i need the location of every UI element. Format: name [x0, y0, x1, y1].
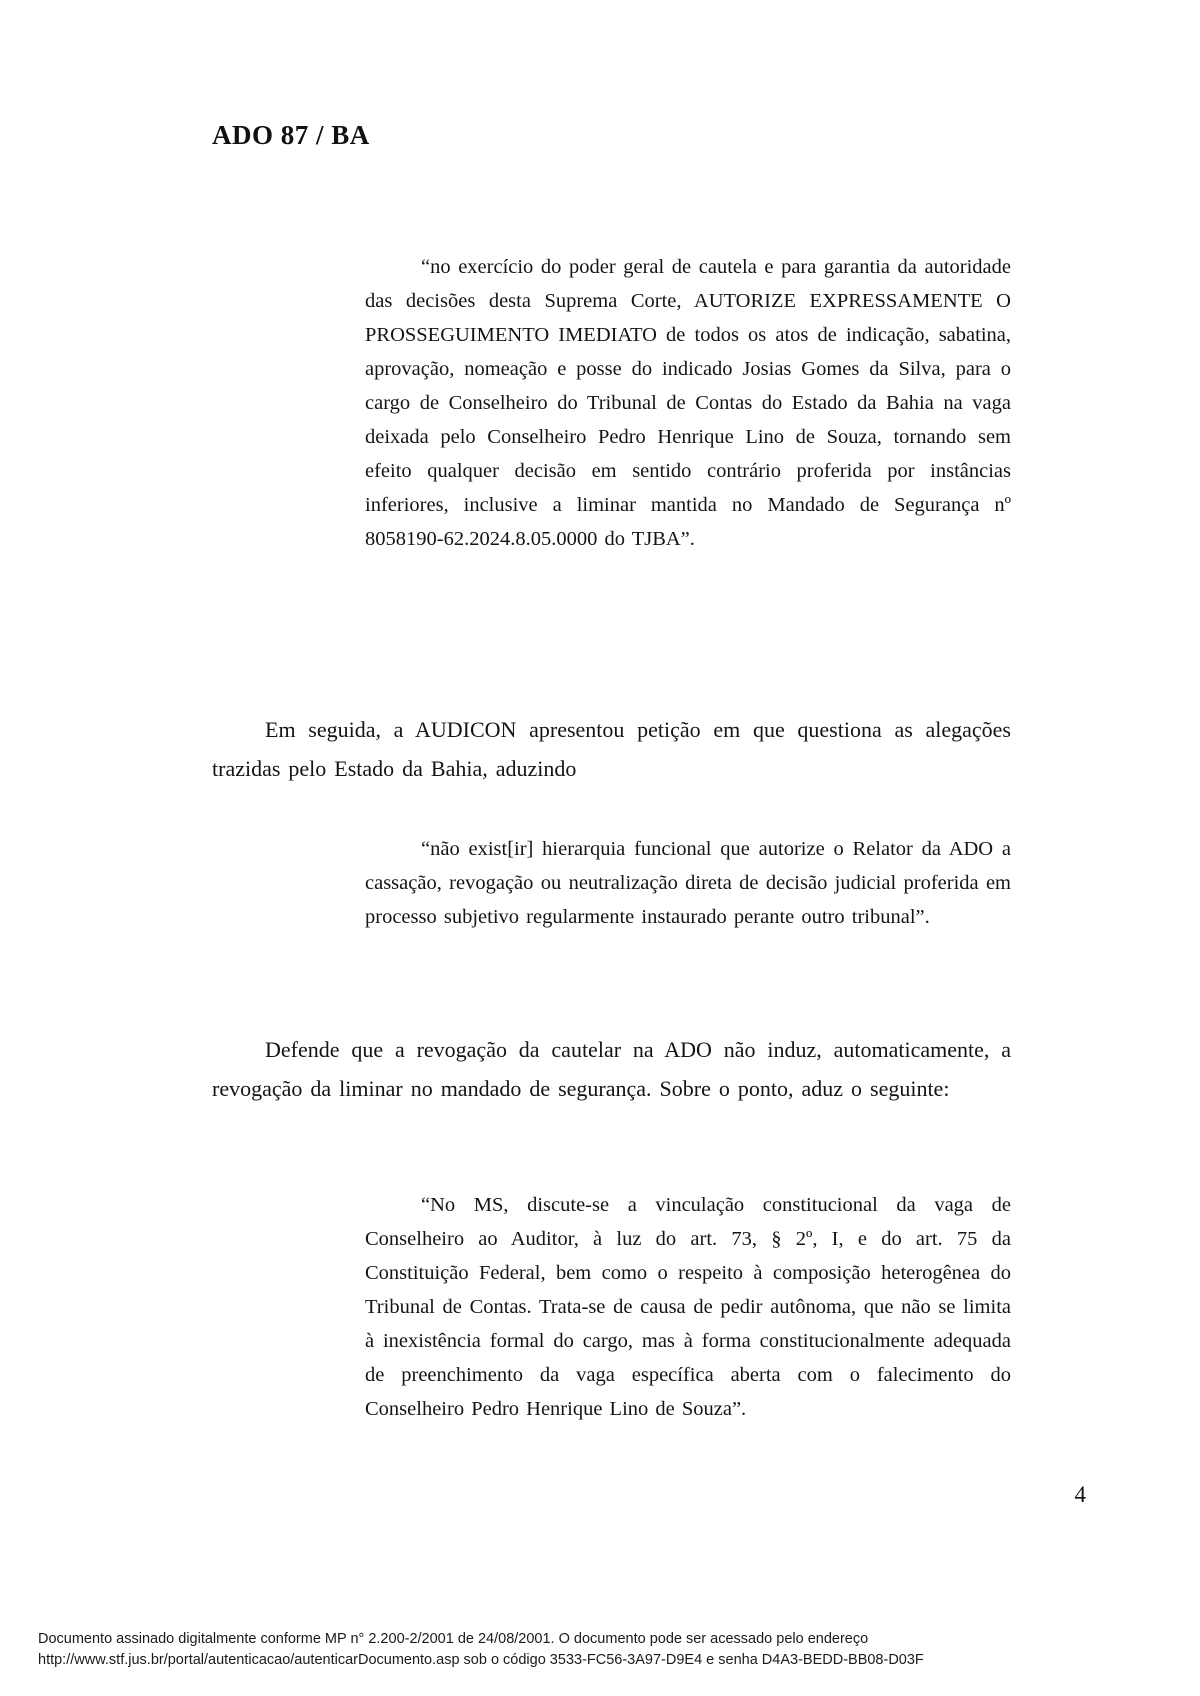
footer-authentication-url: http://www.stf.jus.br/portal/autenticacao/autenticarDocumento.asp sob o código 3533-FC56-3A97-D9E4 e senha D4A3-BEDD-BB08-D03F — [38, 1652, 924, 1668]
block-quote-mandado-seguranca: “No MS, discute-se a vinculação constitucional da vaga de Conselheiro ao Auditor, à luz do art. 73, § 2º, I, e do art. 75 da Constituição Federal, bem como o respeito à composição heterogênea do Tribunal de Contas. Trata-se de causa de pedir autônoma, que não se limita à inexistência formal do cargo, mas à forma constitucionalmente adequada de preenchimento da vaga específica aberta com o falecimento do Conselheiro Pedro Henrique Lino de Souza”. — [365, 1194, 1011, 1420]
footer-signature-notice: Documento assinado digitalmente conforme MP n° 2.200-2/2001 de 24/08/2001. O documento pode ser acessado pelo endereço — [38, 1631, 869, 1647]
paragraph-defende-revogacao: Defende que a revogação da cautelar na ADO não induz, automaticamente, a revogação da liminar no mandado de segurança. Sobre o ponto, aduz o seguinte: — [212, 1037, 1011, 1101]
block-quote-decision: “no exercício do poder geral de cautela e para garantia da autoridade das decisões desta Suprema Corte, AUTORIZE EXPRESSAMENTE O PROSSEGUIMENTO IMEDIATO de todos os atos de indicação, sabatina, aprovação, nomeação e posse do indicado Josias Gomes da Silva, para o cargo de Conselheiro do Tribunal de Contas do Estado da Bahia na vaga deixada pelo Conselheiro Pedro Henrique Lino de Souza, tornando sem efeito qualquer decisão em sentido contrário proferida por instâncias inferiores, inclusive a liminar mantida no Mandado de Segurança nº 8058190-62.2024.8.05.0000 do TJBA”. — [365, 256, 1011, 550]
case-title: ADO 87 / BA — [212, 120, 370, 150]
digital-signature-footer — [38, 1629, 1178, 1671]
block-quote-hierarquia: “não exist[ir] hierarquia funcional que autorize o Relator da ADO a cassação, revogação ou neutralização direta de decisão judicial proferida em processo subjetivo regularmente instaurado perante outro tribunal”. — [365, 838, 1011, 928]
page-number: 4 — [1074, 1482, 1086, 1507]
paragraph-audicon-petition: Em seguida, a AUDICON apresentou petição em que questiona as alegações trazidas pelo Estado da Bahia, aduzindo — [212, 717, 1011, 781]
